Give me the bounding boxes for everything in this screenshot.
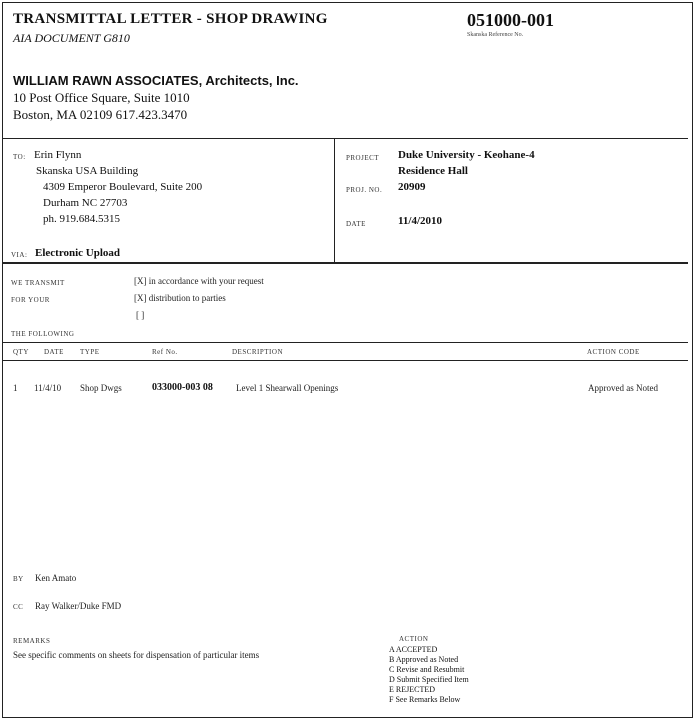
project-number: 20909 — [398, 181, 426, 193]
column-header-description: DESCRIPTION — [232, 348, 284, 356]
project-name-line1: Duke University - Keohane-4 — [398, 149, 535, 161]
row-type: Shop Dwgs — [80, 383, 122, 393]
row-date: 11/4/10 — [34, 383, 62, 393]
transmittal-page — [2, 2, 693, 718]
by-label: BY — [13, 575, 24, 583]
recipient-street: 4309 Emperor Boulevard, Suite 200 — [43, 181, 203, 193]
cc-label: CC — [13, 603, 24, 611]
we-transmit-option[interactable]: [X] in accordance with your request — [134, 276, 264, 286]
recipient-box-divider — [334, 138, 335, 264]
project-number-label: PROJ. NO. — [346, 186, 383, 194]
table-header-bottom-rule — [3, 360, 688, 361]
column-header-type: TYPE — [80, 348, 100, 356]
by-value: Ken Amato — [35, 573, 77, 583]
project-date: 11/4/2010 — [398, 215, 443, 227]
action-legend-item: E REJECTED — [389, 685, 435, 694]
firm-address-line1: 10 Post Office Square, Suite 1010 — [13, 90, 190, 105]
firm-address-line2: Boston, MA 02109 617.423.3470 — [13, 107, 188, 122]
recipient-city: Durham NC 27703 — [43, 197, 128, 209]
action-legend-item: F See Remarks Below — [389, 695, 461, 704]
row-qty: 1 — [13, 383, 18, 393]
remarks-label: REMARKS — [13, 637, 51, 645]
row-action: Approved as Noted — [588, 383, 658, 393]
action-legend-item: D Submit Specified Item — [389, 675, 469, 684]
firm-name: WILLIAM RAWN ASSOCIATES, Architects, Inc. — [13, 73, 299, 88]
row-description: Level 1 Shearwall Openings — [236, 383, 339, 393]
via-value: Electronic Upload — [35, 247, 121, 259]
date-label: DATE — [346, 220, 366, 228]
column-header-ref: Ref No. — [152, 348, 178, 356]
row-ref: 033000-003 08 — [152, 382, 213, 393]
action-legend-item: C Revise and Resubmit — [389, 665, 465, 674]
recipient-name: Erin Flynn — [34, 149, 82, 161]
recipient-company: Skanska USA Building — [36, 165, 139, 177]
cc-value: Ray Walker/Duke FMD — [35, 601, 122, 611]
project-label: PROJECT — [346, 154, 380, 162]
document-title: TRANSMITTAL LETTER - SHOP DRAWING — [13, 11, 328, 27]
recipient-box-top-rule — [3, 138, 688, 139]
recipient-phone: ph. 919.684.5315 — [43, 213, 120, 225]
via-label: VIA: — [11, 251, 28, 259]
we-transmit-label: WE TRANSMIT — [11, 279, 65, 287]
column-header-date: DATE — [44, 348, 64, 356]
action-legend-item: A ACCEPTED — [389, 645, 438, 654]
recipient-box-bottom-rule — [3, 262, 688, 264]
for-your-label: FOR YOUR — [11, 296, 50, 304]
action-legend-item: B Approved as Noted — [389, 655, 459, 664]
to-label: TO: — [13, 153, 26, 161]
column-header-qty: QTY — [13, 348, 29, 356]
column-header-action-code: ACTION CODE — [587, 348, 640, 356]
action-legend-title: ACTION — [399, 635, 429, 643]
the-following-label: THE FOLLOWING — [11, 330, 75, 338]
document-subtitle: AIA DOCUMENT G810 — [13, 31, 130, 45]
reference-caption: Skanska Reference No. — [467, 32, 524, 38]
for-your-option[interactable]: [X] distribution to parties — [134, 293, 226, 303]
table-header-top-rule — [3, 342, 688, 343]
remarks-text: See specific comments on sheets for dispensation of particular items — [13, 650, 260, 660]
blank-option-checkbox[interactable]: [ ] — [136, 310, 145, 320]
project-name-line2: Residence Hall — [398, 165, 468, 177]
reference-number: 051000-001 — [467, 10, 554, 30]
